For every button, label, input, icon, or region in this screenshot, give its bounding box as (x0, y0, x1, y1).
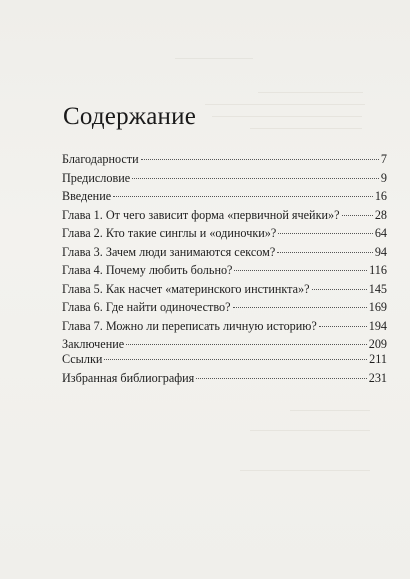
toc-entry[interactable] (62, 369, 387, 388)
toc-entry-title: Глава 2. Кто такие синглы и «одиночки»? (62, 226, 277, 240)
toc-entry-title: Избранная библиография (62, 370, 195, 385)
toc-entry-page: 211 (369, 352, 387, 366)
toc-entry-title: Глава 3. Зачем люди занимаются сексом? (62, 244, 276, 259)
show-through-line (205, 104, 365, 105)
dot-leader (342, 215, 373, 216)
show-through-line (212, 116, 362, 117)
toc-entry[interactable] (62, 298, 387, 317)
toc-entry-title: Заключение (62, 337, 125, 351)
toc-entry-page: 7 (380, 152, 387, 166)
toc-entry[interactable] (62, 206, 387, 225)
toc-entry-title: Глава 7. Можно ли переписать личную историю? (62, 318, 317, 333)
toc-entry-title: Глава 6. Где найти одиночество? (62, 300, 231, 314)
toc-entry[interactable] (62, 169, 387, 188)
dot-leader (319, 326, 367, 327)
toc-entry-title: Глава 5. Как насчет «материнского инстинкта»? (62, 281, 310, 296)
toc-entry-page: 116 (369, 263, 387, 277)
toc-entry-title: Благодарности (62, 152, 139, 166)
toc-entry-page: 94 (374, 244, 387, 259)
dot-leader (277, 252, 373, 253)
dot-leader (141, 159, 379, 160)
toc-entry-title: Глава 4. Почему любить больно? (62, 263, 233, 277)
show-through-line (240, 470, 370, 471)
toc-entry-title: Введение (62, 189, 112, 203)
toc-entry[interactable] (62, 317, 387, 336)
dot-leader (113, 196, 373, 197)
show-through-line (258, 92, 363, 93)
toc-entry-page: 169 (368, 300, 387, 314)
toc-entry-title: Предисловие (62, 170, 131, 185)
toc-entry-page: 16 (374, 189, 387, 203)
dot-leader (312, 289, 367, 290)
toc-entry[interactable] (62, 350, 387, 369)
show-through-line (175, 58, 253, 59)
toc-entry-page: 9 (380, 170, 387, 185)
toc-entry-page: 209 (368, 337, 387, 351)
toc-entry-title: Ссылки (62, 352, 103, 366)
toc-entry-page: 28 (374, 207, 387, 222)
toc-entry-page: 194 (368, 318, 387, 333)
table-of-contents-back-matter (62, 350, 387, 387)
toc-entry-page: 231 (368, 370, 387, 385)
dot-leader (196, 378, 366, 379)
toc-entry-page: 145 (368, 281, 387, 296)
dot-leader (278, 233, 373, 234)
toc-entry-page: 64 (374, 226, 387, 240)
toc-entry[interactable] (62, 224, 387, 243)
table-of-contents (62, 150, 387, 354)
toc-entry[interactable] (62, 280, 387, 299)
toc-entry[interactable] (62, 150, 387, 169)
show-through-line (290, 410, 370, 411)
page-title: Содержание (63, 102, 196, 130)
toc-entry[interactable] (62, 261, 387, 280)
toc-entry[interactable] (62, 243, 387, 262)
dot-leader (233, 307, 367, 308)
show-through-line (250, 430, 370, 431)
toc-entry[interactable] (62, 187, 387, 206)
dot-leader (132, 178, 379, 179)
toc-entry-title: Глава 1. От чего зависит форма «первичной ячейки»? (62, 207, 340, 222)
dot-leader (104, 359, 367, 360)
dot-leader (126, 344, 367, 345)
show-through-line (250, 128, 362, 129)
dot-leader (234, 270, 367, 271)
